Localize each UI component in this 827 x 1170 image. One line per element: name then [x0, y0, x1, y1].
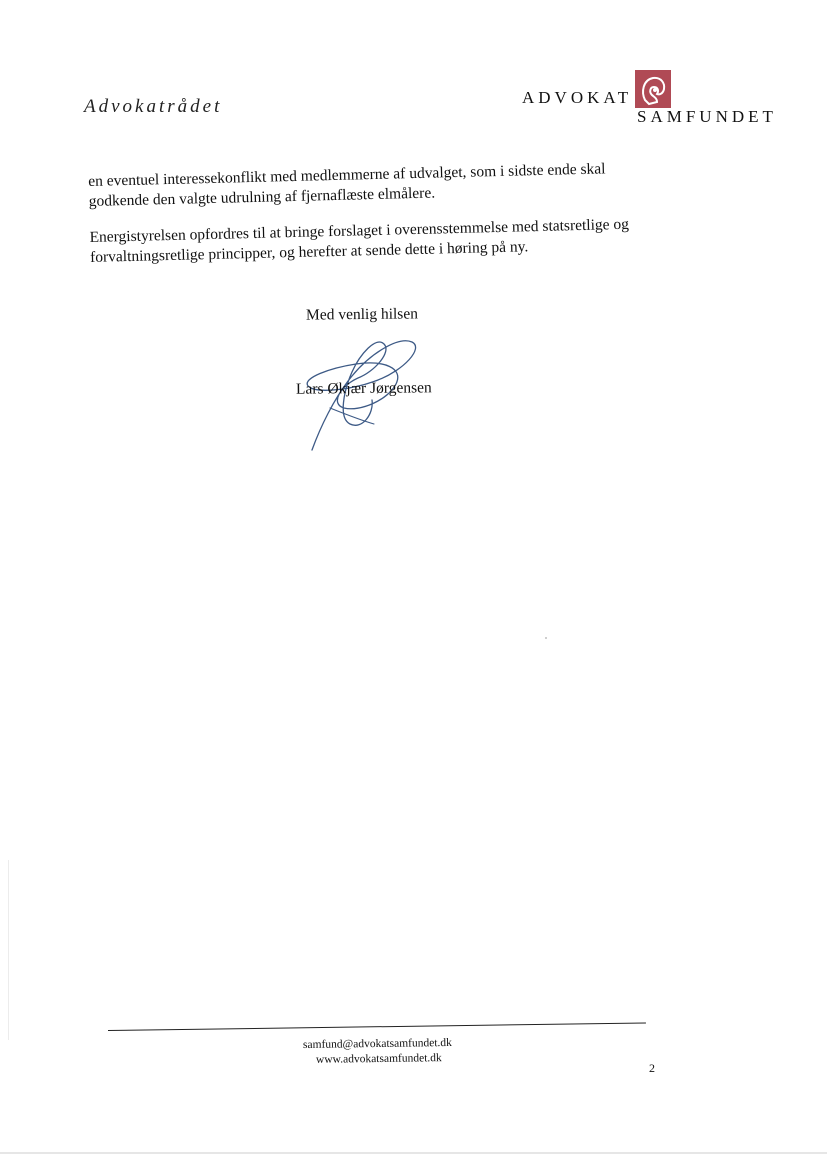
- scan-edge-left: [8, 860, 9, 1040]
- scan-edge: [0, 1152, 827, 1154]
- scan-speck: [545, 637, 547, 639]
- body-paragraph-2: Energistyrelsen opfordres til at bringe forslaget i overensstemmelse med statsretlige og forvaltningsretlige principper, og herefter at sende dette i høring på ny.: [89, 215, 630, 266]
- advokatsamfundet-logo: [522, 70, 782, 130]
- letter-body: [88, 158, 651, 284]
- logo-text-line1: ADVOKAT: [522, 88, 633, 107]
- body-paragraph-1: en eventuel interessekonflikt med medlemmerne af udvalget, som i sidste ende skal godkende den valgte udrulning af fjernaflæste elmålere.: [88, 160, 606, 210]
- signer-name: Lars Økjær Jørgensen: [295, 379, 432, 398]
- footer-email: samfund@advokatsamfundet.dk: [302, 1036, 452, 1052]
- page-number: 2: [649, 1061, 655, 1075]
- footer-divider: [108, 1022, 646, 1031]
- advokatraadet-brand: Advokatrådet: [84, 96, 223, 117]
- helmet-profile-icon: [635, 70, 671, 108]
- footer-website: www.advokatsamfundet.dk: [315, 1052, 442, 1066]
- closing-greeting: Med venlig hilsen: [305, 305, 419, 324]
- logo-text-line2: SAMFUNDET: [637, 107, 777, 126]
